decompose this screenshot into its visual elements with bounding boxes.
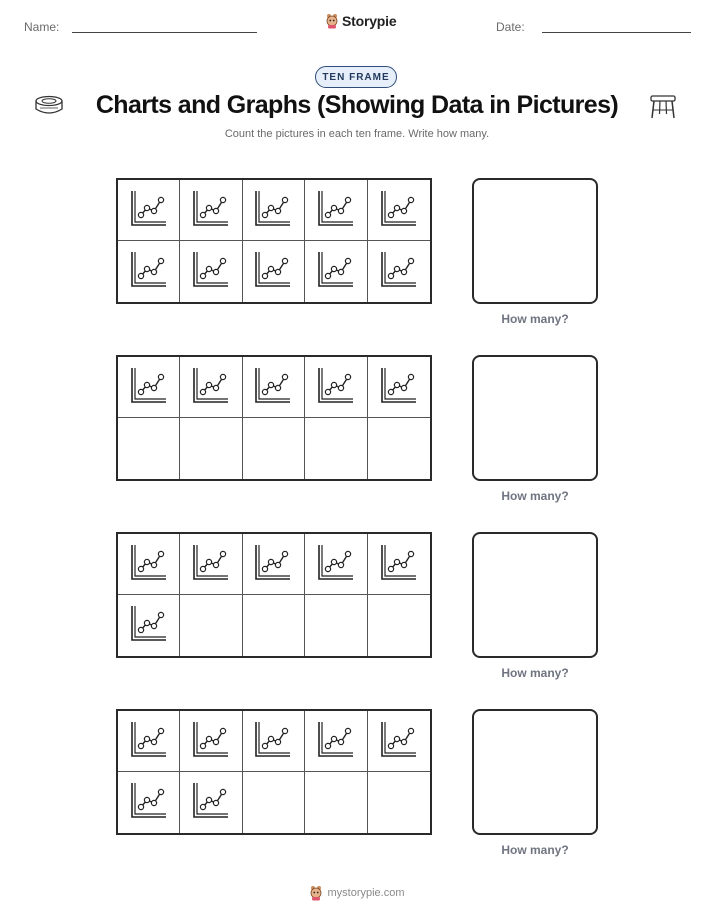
- answer-box[interactable]: [472, 355, 598, 481]
- line-chart-icon: [129, 719, 169, 764]
- name-line[interactable]: [72, 32, 257, 33]
- ten-frame-cell: [305, 241, 367, 302]
- line-chart-icon: [129, 249, 169, 294]
- date-label: Date:: [496, 20, 525, 34]
- line-chart-icon: [129, 188, 169, 233]
- line-chart-icon: [316, 249, 356, 294]
- line-chart-icon: [129, 603, 169, 648]
- ten-frame-cell: [243, 534, 305, 595]
- tape-icon: [34, 95, 64, 117]
- answer-box[interactable]: [472, 178, 598, 304]
- how-many-label: How many?: [501, 312, 569, 326]
- ten-frame-cell: [305, 595, 367, 656]
- line-chart-icon: [253, 542, 293, 587]
- how-many-label: How many?: [501, 489, 569, 503]
- line-chart-icon: [253, 249, 293, 294]
- line-chart-icon: [379, 719, 419, 764]
- footer-url: mystorypie.com: [327, 887, 405, 899]
- line-chart-icon: [129, 365, 169, 410]
- line-chart-icon: [316, 365, 356, 410]
- ten-frame-cell: [368, 180, 430, 241]
- how-many-label: How many?: [501, 843, 569, 857]
- ten-frame-cell: [118, 595, 180, 656]
- ten-frame-cell: [368, 418, 430, 479]
- ten-frame-cell: [305, 180, 367, 241]
- ten-frame-cell: [118, 534, 180, 595]
- line-chart-icon: [191, 365, 231, 410]
- line-chart-icon: [191, 780, 231, 825]
- answer-box[interactable]: [472, 709, 598, 835]
- ten-frame: [116, 355, 432, 481]
- answer-box[interactable]: [472, 532, 598, 658]
- storypie-mascot-icon: [325, 13, 339, 29]
- ten-frame-cell: [180, 180, 242, 241]
- ten-frame-cell: [180, 534, 242, 595]
- line-chart-icon: [129, 780, 169, 825]
- line-chart-icon: [191, 542, 231, 587]
- ten-frame: [116, 178, 432, 304]
- ten-frame-cell: [305, 772, 367, 833]
- brand-name: Storypie: [342, 13, 397, 29]
- date-line[interactable]: [542, 32, 691, 33]
- ten-frame-cell: [180, 418, 242, 479]
- ten-frame-cell: [368, 772, 430, 833]
- line-chart-icon: [191, 188, 231, 233]
- instructions: Count the pictures in each ten frame. Write how many.: [224, 128, 490, 140]
- ten-frame: [116, 532, 432, 658]
- line-chart-icon: [253, 365, 293, 410]
- line-chart-icon: [379, 365, 419, 410]
- line-chart-icon: [191, 249, 231, 294]
- ten-frame-cell: [118, 357, 180, 418]
- line-chart-icon: [129, 542, 169, 587]
- ten-frame-cell: [180, 711, 242, 772]
- line-chart-icon: [379, 249, 419, 294]
- ten-frame-cell: [180, 772, 242, 833]
- ten-frame-cell: [180, 241, 242, 302]
- stool-icon: [648, 94, 678, 120]
- ten-frame-cell: [305, 534, 367, 595]
- line-chart-icon: [191, 719, 231, 764]
- name-label: Name:: [24, 20, 60, 34]
- how-many-label: How many?: [501, 666, 569, 680]
- ten-frame-cell: [118, 711, 180, 772]
- ten-frame-cell: [180, 357, 242, 418]
- line-chart-icon: [253, 188, 293, 233]
- worksheet-type-badge: TEN FRAME: [315, 66, 397, 88]
- ten-frame-cell: [243, 180, 305, 241]
- line-chart-icon: [316, 719, 356, 764]
- ten-frame-cell: [243, 711, 305, 772]
- ten-frame-cell: [243, 241, 305, 302]
- ten-frame-cell: [243, 595, 305, 656]
- footer: [0, 885, 714, 901]
- line-chart-icon: [316, 188, 356, 233]
- ten-frame: [116, 709, 432, 835]
- storypie-mascot-icon: [309, 885, 323, 901]
- ten-frame-cell: [118, 180, 180, 241]
- ten-frame-cell: [305, 711, 367, 772]
- ten-frame-cell: [368, 241, 430, 302]
- ten-frame-cell: [305, 418, 367, 479]
- line-chart-icon: [253, 719, 293, 764]
- ten-frame-cell: [368, 595, 430, 656]
- ten-frame-cell: [368, 711, 430, 772]
- ten-frame-cell: [118, 241, 180, 302]
- page-title: Charts and Graphs (Showing Data in Pictures): [95, 91, 619, 119]
- ten-frame-cell: [243, 357, 305, 418]
- ten-frame-cell: [368, 357, 430, 418]
- line-chart-icon: [379, 188, 419, 233]
- ten-frame-cell: [118, 772, 180, 833]
- line-chart-icon: [316, 542, 356, 587]
- ten-frame-cell: [368, 534, 430, 595]
- ten-frame-cell: [118, 418, 180, 479]
- ten-frame-cell: [243, 772, 305, 833]
- line-chart-icon: [379, 542, 419, 587]
- ten-frame-cell: [243, 418, 305, 479]
- ten-frame-cell: [180, 595, 242, 656]
- brand-logo: [325, 13, 396, 29]
- ten-frame-cell: [305, 357, 367, 418]
